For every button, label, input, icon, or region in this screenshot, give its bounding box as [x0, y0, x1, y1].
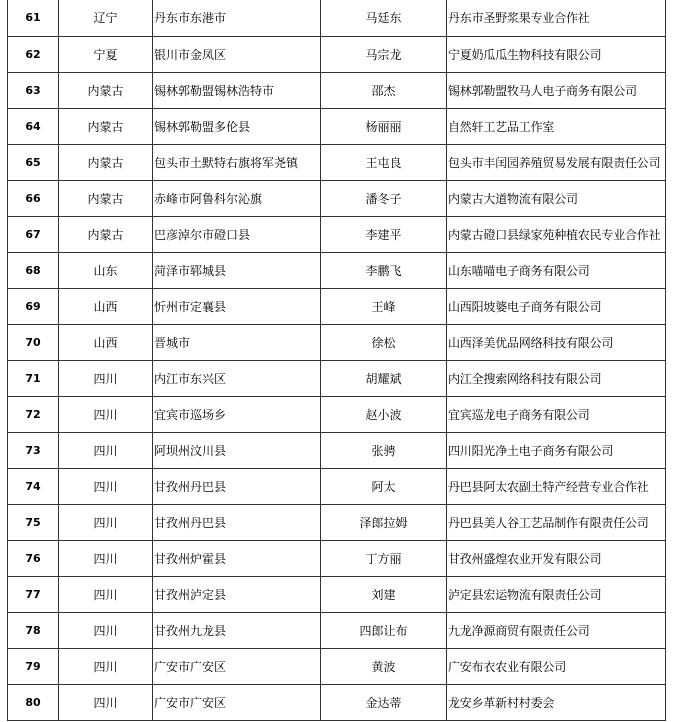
- location-cell: 赤峰市阿鲁科尔沁旗: [153, 181, 321, 217]
- province-cell: 山西: [59, 325, 153, 361]
- province-cell: 四川: [59, 361, 153, 397]
- table-row: [8, 541, 666, 577]
- organization-cell: 内蒙古大道物流有限公司: [447, 181, 666, 217]
- province-cell: 内蒙古: [59, 109, 153, 145]
- location-cell: 内江市东兴区: [153, 361, 321, 397]
- organization-cell: 宜宾巡龙电子商务有限公司: [447, 397, 666, 433]
- province-cell: 四川: [59, 577, 153, 613]
- person-name-cell: 张骋: [321, 433, 447, 469]
- organization-cell: 锡林郭勒盟牧马人电子商务有限公司: [447, 73, 666, 109]
- province-cell: 内蒙古: [59, 217, 153, 253]
- location-cell: 锡林郭勒盟多伦县: [153, 109, 321, 145]
- registry-table-container: [7, 0, 665, 721]
- table-row: [8, 0, 666, 37]
- registry-table: [7, 0, 666, 721]
- row-number-cell: 61: [8, 0, 59, 37]
- table-row: [8, 217, 666, 253]
- person-name-cell: 李鹏飞: [321, 253, 447, 289]
- province-cell: 四川: [59, 433, 153, 469]
- location-cell: 银川市金凤区: [153, 37, 321, 73]
- person-name-cell: 王峰: [321, 289, 447, 325]
- person-name-cell: 马廷东: [321, 0, 447, 37]
- location-cell: 锡林郭勒盟锡林浩特市: [153, 73, 321, 109]
- location-cell: 菏泽市郓城县: [153, 253, 321, 289]
- organization-cell: 广安布衣农业有限公司: [447, 649, 666, 685]
- row-number-cell: 69: [8, 289, 59, 325]
- table-row: [8, 109, 666, 145]
- row-number-cell: 78: [8, 613, 59, 649]
- province-cell: 内蒙古: [59, 181, 153, 217]
- location-cell: 甘孜州丹巴县: [153, 469, 321, 505]
- row-number-cell: 79: [8, 649, 59, 685]
- table-row: [8, 613, 666, 649]
- person-name-cell: 王屯良: [321, 145, 447, 181]
- person-name-cell: 胡耀斌: [321, 361, 447, 397]
- province-cell: 山东: [59, 253, 153, 289]
- province-cell: 四川: [59, 685, 153, 721]
- table-row: [8, 73, 666, 109]
- location-cell: 甘孜州炉霍县: [153, 541, 321, 577]
- person-name-cell: 邵杰: [321, 73, 447, 109]
- location-cell: 甘孜州泸定县: [153, 577, 321, 613]
- table-row: [8, 469, 666, 505]
- organization-cell: 甘孜州盛煌农业开发有限公司: [447, 541, 666, 577]
- province-cell: 辽宁: [59, 0, 153, 37]
- location-cell: 丹东市东港市: [153, 0, 321, 37]
- organization-cell: 四川阳光净土电子商务有限公司: [447, 433, 666, 469]
- person-name-cell: 金达蒂: [321, 685, 447, 721]
- row-number-cell: 68: [8, 253, 59, 289]
- table-row: [8, 253, 666, 289]
- organization-cell: 山东喵喵电子商务有限公司: [447, 253, 666, 289]
- row-number-cell: 66: [8, 181, 59, 217]
- table-row: [8, 505, 666, 541]
- person-name-cell: 杨丽丽: [321, 109, 447, 145]
- province-cell: 山西: [59, 289, 153, 325]
- organization-cell: 山西泽美优品网络科技有限公司: [447, 325, 666, 361]
- province-cell: 宁夏: [59, 37, 153, 73]
- location-cell: 甘孜州九龙县: [153, 613, 321, 649]
- location-cell: 广安市广安区: [153, 685, 321, 721]
- row-number-cell: 76: [8, 541, 59, 577]
- person-name-cell: 徐松: [321, 325, 447, 361]
- table-row: [8, 145, 666, 181]
- person-name-cell: 丁方丽: [321, 541, 447, 577]
- province-cell: 四川: [59, 505, 153, 541]
- organization-cell: 丹巴县阿太农副土特产经营专业合作社: [447, 469, 666, 505]
- table-row: [8, 433, 666, 469]
- table-row: [8, 181, 666, 217]
- province-cell: 内蒙古: [59, 73, 153, 109]
- person-name-cell: 潘冬子: [321, 181, 447, 217]
- organization-cell: 丹巴县美人谷工艺品制作有限责任公司: [447, 505, 666, 541]
- location-cell: 阿坝州汶川县: [153, 433, 321, 469]
- organization-cell: 内江全搜索网络科技有限公司: [447, 361, 666, 397]
- person-name-cell: 阿太: [321, 469, 447, 505]
- province-cell: 四川: [59, 649, 153, 685]
- row-number-cell: 77: [8, 577, 59, 613]
- person-name-cell: 黄波: [321, 649, 447, 685]
- row-number-cell: 65: [8, 145, 59, 181]
- table-row: [8, 289, 666, 325]
- row-number-cell: 70: [8, 325, 59, 361]
- row-number-cell: 62: [8, 37, 59, 73]
- row-number-cell: 67: [8, 217, 59, 253]
- organization-cell: 内蒙古磴口县绿家苑种植农民专业合作社: [447, 217, 666, 253]
- registry-table-body: [8, 0, 666, 721]
- location-cell: 巴彦淖尔市磴口县: [153, 217, 321, 253]
- row-number-cell: 64: [8, 109, 59, 145]
- person-name-cell: 马宗龙: [321, 37, 447, 73]
- organization-cell: 九龙净源商贸有限责任公司: [447, 613, 666, 649]
- province-cell: 四川: [59, 541, 153, 577]
- row-number-cell: 75: [8, 505, 59, 541]
- table-row: [8, 577, 666, 613]
- organization-cell: 丹东市圣野浆果专业合作社: [447, 0, 666, 37]
- province-cell: 四川: [59, 397, 153, 433]
- table-row: [8, 685, 666, 721]
- organization-cell: 龙安乡革新村村委会: [447, 685, 666, 721]
- row-number-cell: 71: [8, 361, 59, 397]
- organization-cell: 泸定县宏运物流有限责任公司: [447, 577, 666, 613]
- location-cell: 宜宾市巡场乡: [153, 397, 321, 433]
- table-row: [8, 37, 666, 73]
- row-number-cell: 63: [8, 73, 59, 109]
- organization-cell: 包头市丰闰园养殖贸易发展有限责任公司: [447, 145, 666, 181]
- person-name-cell: 四郎让布: [321, 613, 447, 649]
- province-cell: 内蒙古: [59, 145, 153, 181]
- organization-cell: 山西阳坡婆电子商务有限公司: [447, 289, 666, 325]
- organization-cell: 自然轩工艺品工作室: [447, 109, 666, 145]
- row-number-cell: 73: [8, 433, 59, 469]
- location-cell: 晋城市: [153, 325, 321, 361]
- row-number-cell: 72: [8, 397, 59, 433]
- person-name-cell: 刘建: [321, 577, 447, 613]
- location-cell: 忻州市定襄县: [153, 289, 321, 325]
- province-cell: 四川: [59, 613, 153, 649]
- table-row: [8, 397, 666, 433]
- row-number-cell: 74: [8, 469, 59, 505]
- location-cell: 甘孜州丹巴县: [153, 505, 321, 541]
- location-cell: 广安市广安区: [153, 649, 321, 685]
- table-row: [8, 361, 666, 397]
- table-row: [8, 649, 666, 685]
- province-cell: 四川: [59, 469, 153, 505]
- person-name-cell: 李建平: [321, 217, 447, 253]
- location-cell: 包头市土默特右旗将军尧镇: [153, 145, 321, 181]
- organization-cell: 宁夏奶瓜瓜生物科技有限公司: [447, 37, 666, 73]
- person-name-cell: 赵小波: [321, 397, 447, 433]
- row-number-cell: 80: [8, 685, 59, 721]
- table-row: [8, 325, 666, 361]
- person-name-cell: 泽郎拉姆: [321, 505, 447, 541]
